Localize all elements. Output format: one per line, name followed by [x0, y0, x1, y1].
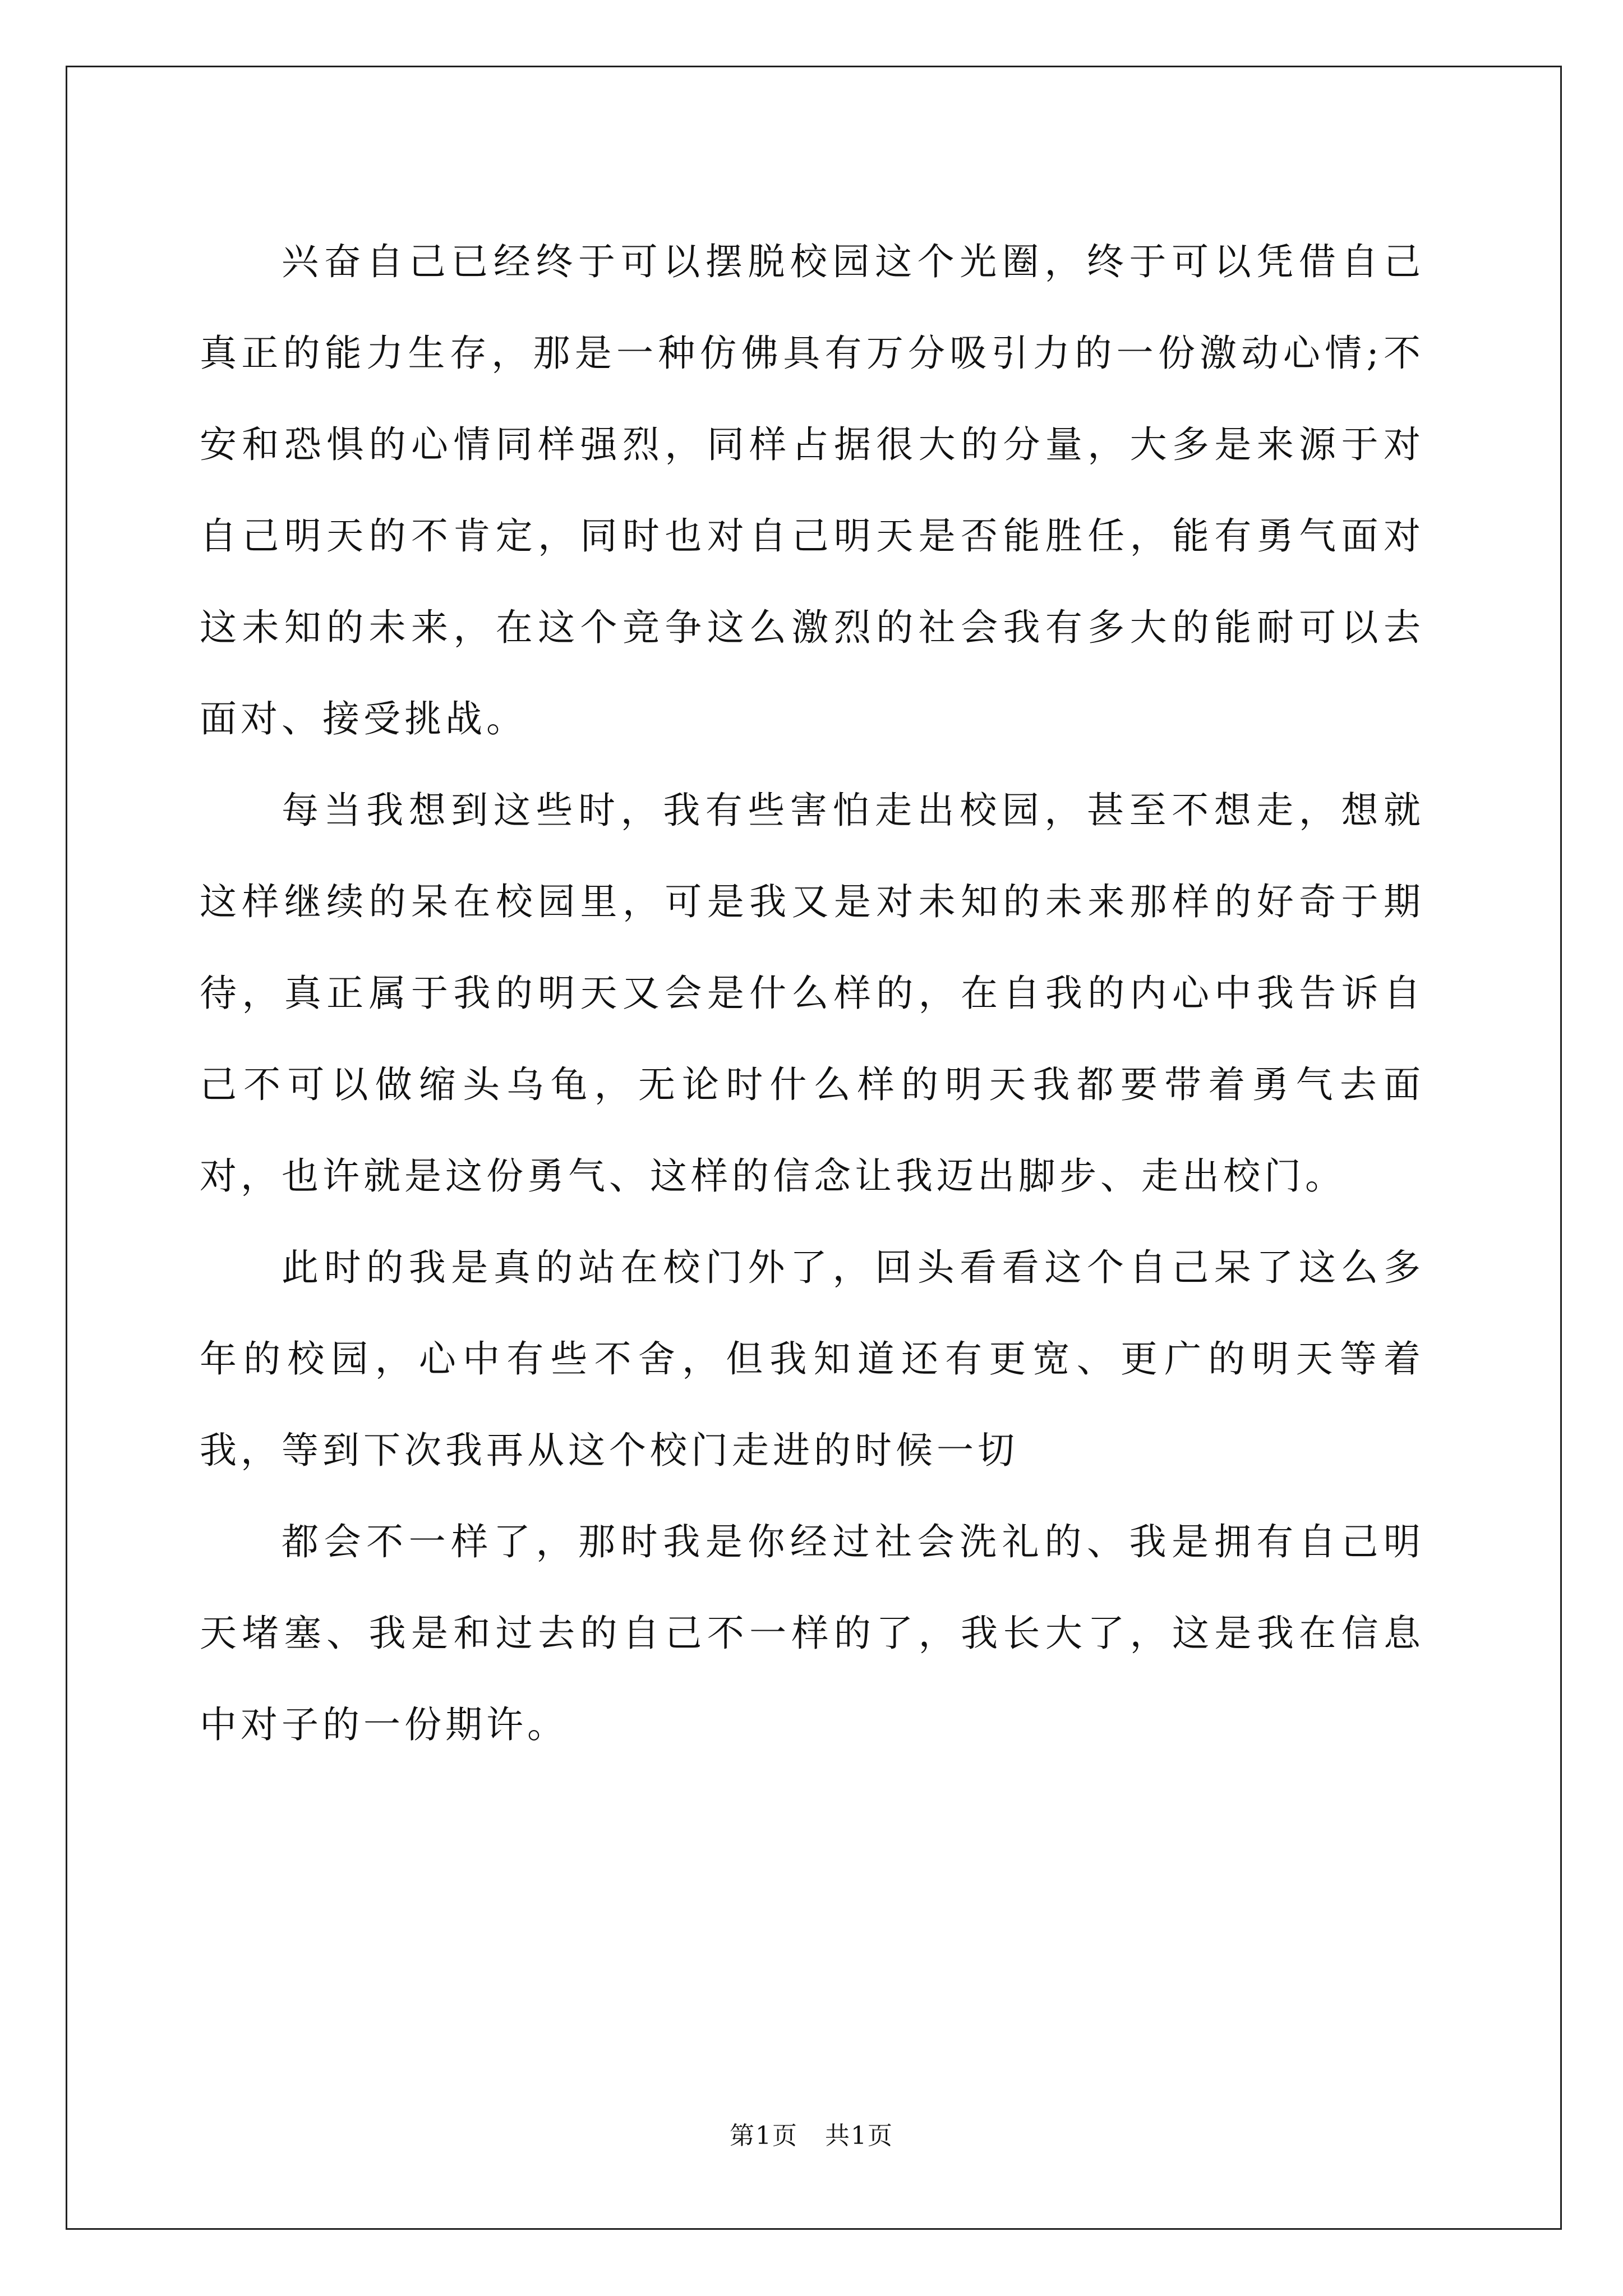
document-body	[200, 216, 1424, 1770]
paragraph-1: 兴奋自己已经终于可以摆脱校园这个光圈，终于可以凭借自己真正的能力生存，那是一种仿佛具有万分吸引力的一份激动心情;不安和恐惧的心情同样强烈，同样占据很大的分量，大多是来源于对自己明天的不肯定，同时也对自己明天是否能胜任，能有勇气面对这未知的未来，在这个竞争这么激烈的社会我有多大的能耐可以去面对、接受挑战。	[200, 240, 1424, 740]
paragraph-3: 此时的我是真的站在校门外了，回头看看这个自己呆了这么多年的校园，心中有些不舍，但我知道还有更宽、更广的明天等着我，等到下次我再从这个校门走进的时候一切	[200, 1246, 1424, 1472]
page-footer	[0, 2119, 1623, 2153]
page-total: 共1页	[825, 2122, 893, 2150]
paragraph-4: 都会不一样了，那时我是你经过社会洗礼的、我是拥有自己明天堵塞、我是和过去的自己不一样的了，我长大了，这是我在信息中对子的一份期许。	[200, 1520, 1424, 1746]
page-number: 第1页	[730, 2122, 798, 2150]
paragraph-2: 每当我想到这些时，我有些害怕走出校园，甚至不想走，想就这样继续的呆在校园里，可是我又是对未知的未来那样的好奇于期待，真正属于我的明天又会是什么样的，在自我的内心中我告诉自己不可以做缩头乌龟，无论时什么样的明天我都要带着勇气去面对，也许就是这份勇气、这样的信念让我迈出脚步、走出校门。	[200, 789, 1424, 1198]
